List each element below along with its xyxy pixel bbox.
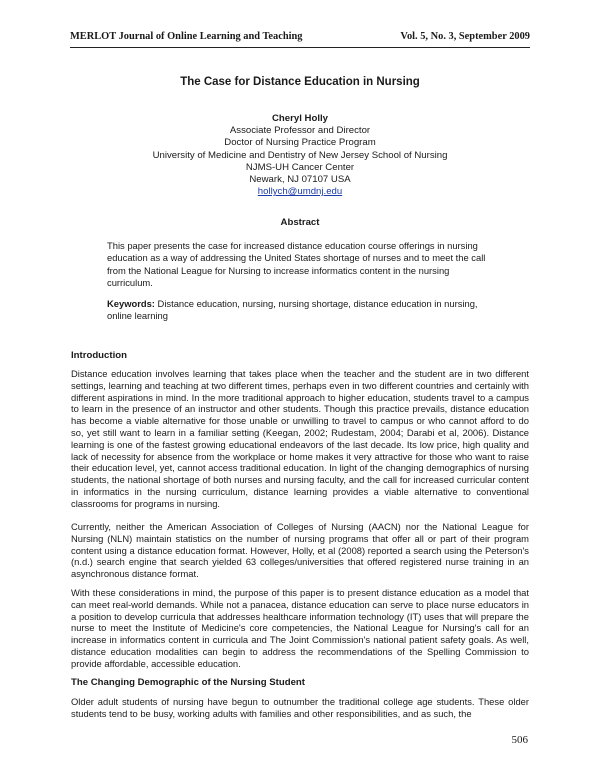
journal-name: MERLOT Journal of Online Learning and Teaching [70, 31, 303, 42]
author-block [0, 113, 600, 198]
author-name: Cheryl Holly [272, 113, 328, 124]
header-rule [70, 47, 530, 48]
author-program: Doctor of Nursing Practice Program [224, 137, 376, 149]
abstract-heading: Abstract [280, 217, 320, 228]
page-number: 506 [511, 734, 528, 746]
keywords [107, 298, 493, 323]
introduction-paragraph-1: Distance education involves learning that takes place when the teacher and the student are in two different settings, learning and teaching at two different times, perhaps even in two different countries and certainly with different aspirations in mind. In the more traditional approach to higher education, students travel to a campus to learn in the presence of an instructor and other students. Though this practice prevails, distance education has become a viable alternative for those unable or unwilling to travel to campus or who cannot afford to do so, yet still want to learn in a familiar setting (Keegan, 2002; Rudestam, 2004; Darabi et al, 2006). Distance learning is one of the fastest growing educational endeavors of the last decade. Its low price, high quality and lack of necessity for absence from the workplace or home makes it very attractive for those who want to raise their education level, yet, cannot access traditional education. In light of the changing demographics of nursing students, the national shortage of both nurses and nursing faculty, and the call for increased curricular content in informatics in the nursing curriculum, distance learning provides a viable alternative to conventional classrooms for programs in nursing. [71, 368, 529, 509]
keywords-label: Keywords: [107, 298, 155, 309]
demographic-paragraph-1: Older adult students of nursing have begun to outnumber the traditional college age students. These older students tend to be busy, working adults with families and other responsibilities, and as such, the [71, 696, 529, 719]
paper-title: The Case for Distance Education in Nursing [180, 76, 420, 88]
running-header [70, 31, 530, 42]
demographic-heading: The Changing Demographic of the Nursing Student [71, 677, 305, 688]
author-position: Associate Professor and Director [229, 125, 371, 137]
introduction-paragraph-3: With these considerations in mind, the purpose of this paper is to present distance education as a model that can meet real-world demands. While not a panacea, distance education can serve to place nurse educators in a position to develop curricula that addresses healthcare information technology (IT) uses that will prepare the nurse to meet the Institute of Medicine's core competencies, the National League for Nursing's call for an increase in informatics content in curricula and The Joint Commission's national patient safety goals. As well, distance education modalities can begin to address the recommendations of the Spelling Commission to provide affordable, accessible education. [71, 587, 529, 669]
introduction-heading: Introduction [71, 350, 127, 361]
keywords-list: Distance education, nursing, nursing shortage, distance education in nursing, online learning [107, 298, 478, 322]
abstract-text: This paper presents the case for increased distance education course offerings in nursing education as a way of addressing the United States shortage of nurses and to meet the call from the National League for Nursing to increase informatics content in the nursing curriculum. [107, 240, 486, 288]
author-center: NJMS-UH Cancer Center [245, 161, 355, 173]
introduction-paragraph-2: Currently, neither the American Association of Colleges of Nursing (AACN) nor the National League for Nursing (NLN) maintain statistics on the number of nursing programs that offer all or part of their program content using a distance education format. However, Holly, et al (2008) reported a search using the Peterson's (n.d.) search engine that search yielded 63 colleges/universities that offered registered nurse training in an asynchronous distance format. [71, 521, 529, 580]
author-address: Newark, NJ 07107 USA [249, 174, 351, 186]
author-university: University of Medicine and Dentistry of New Jersey School of Nursing [152, 149, 448, 161]
author-email-link[interactable]: hollych@umdnj.edu [257, 186, 343, 198]
journal-volume: Vol. 5, No. 3, September 2009 [400, 31, 530, 42]
